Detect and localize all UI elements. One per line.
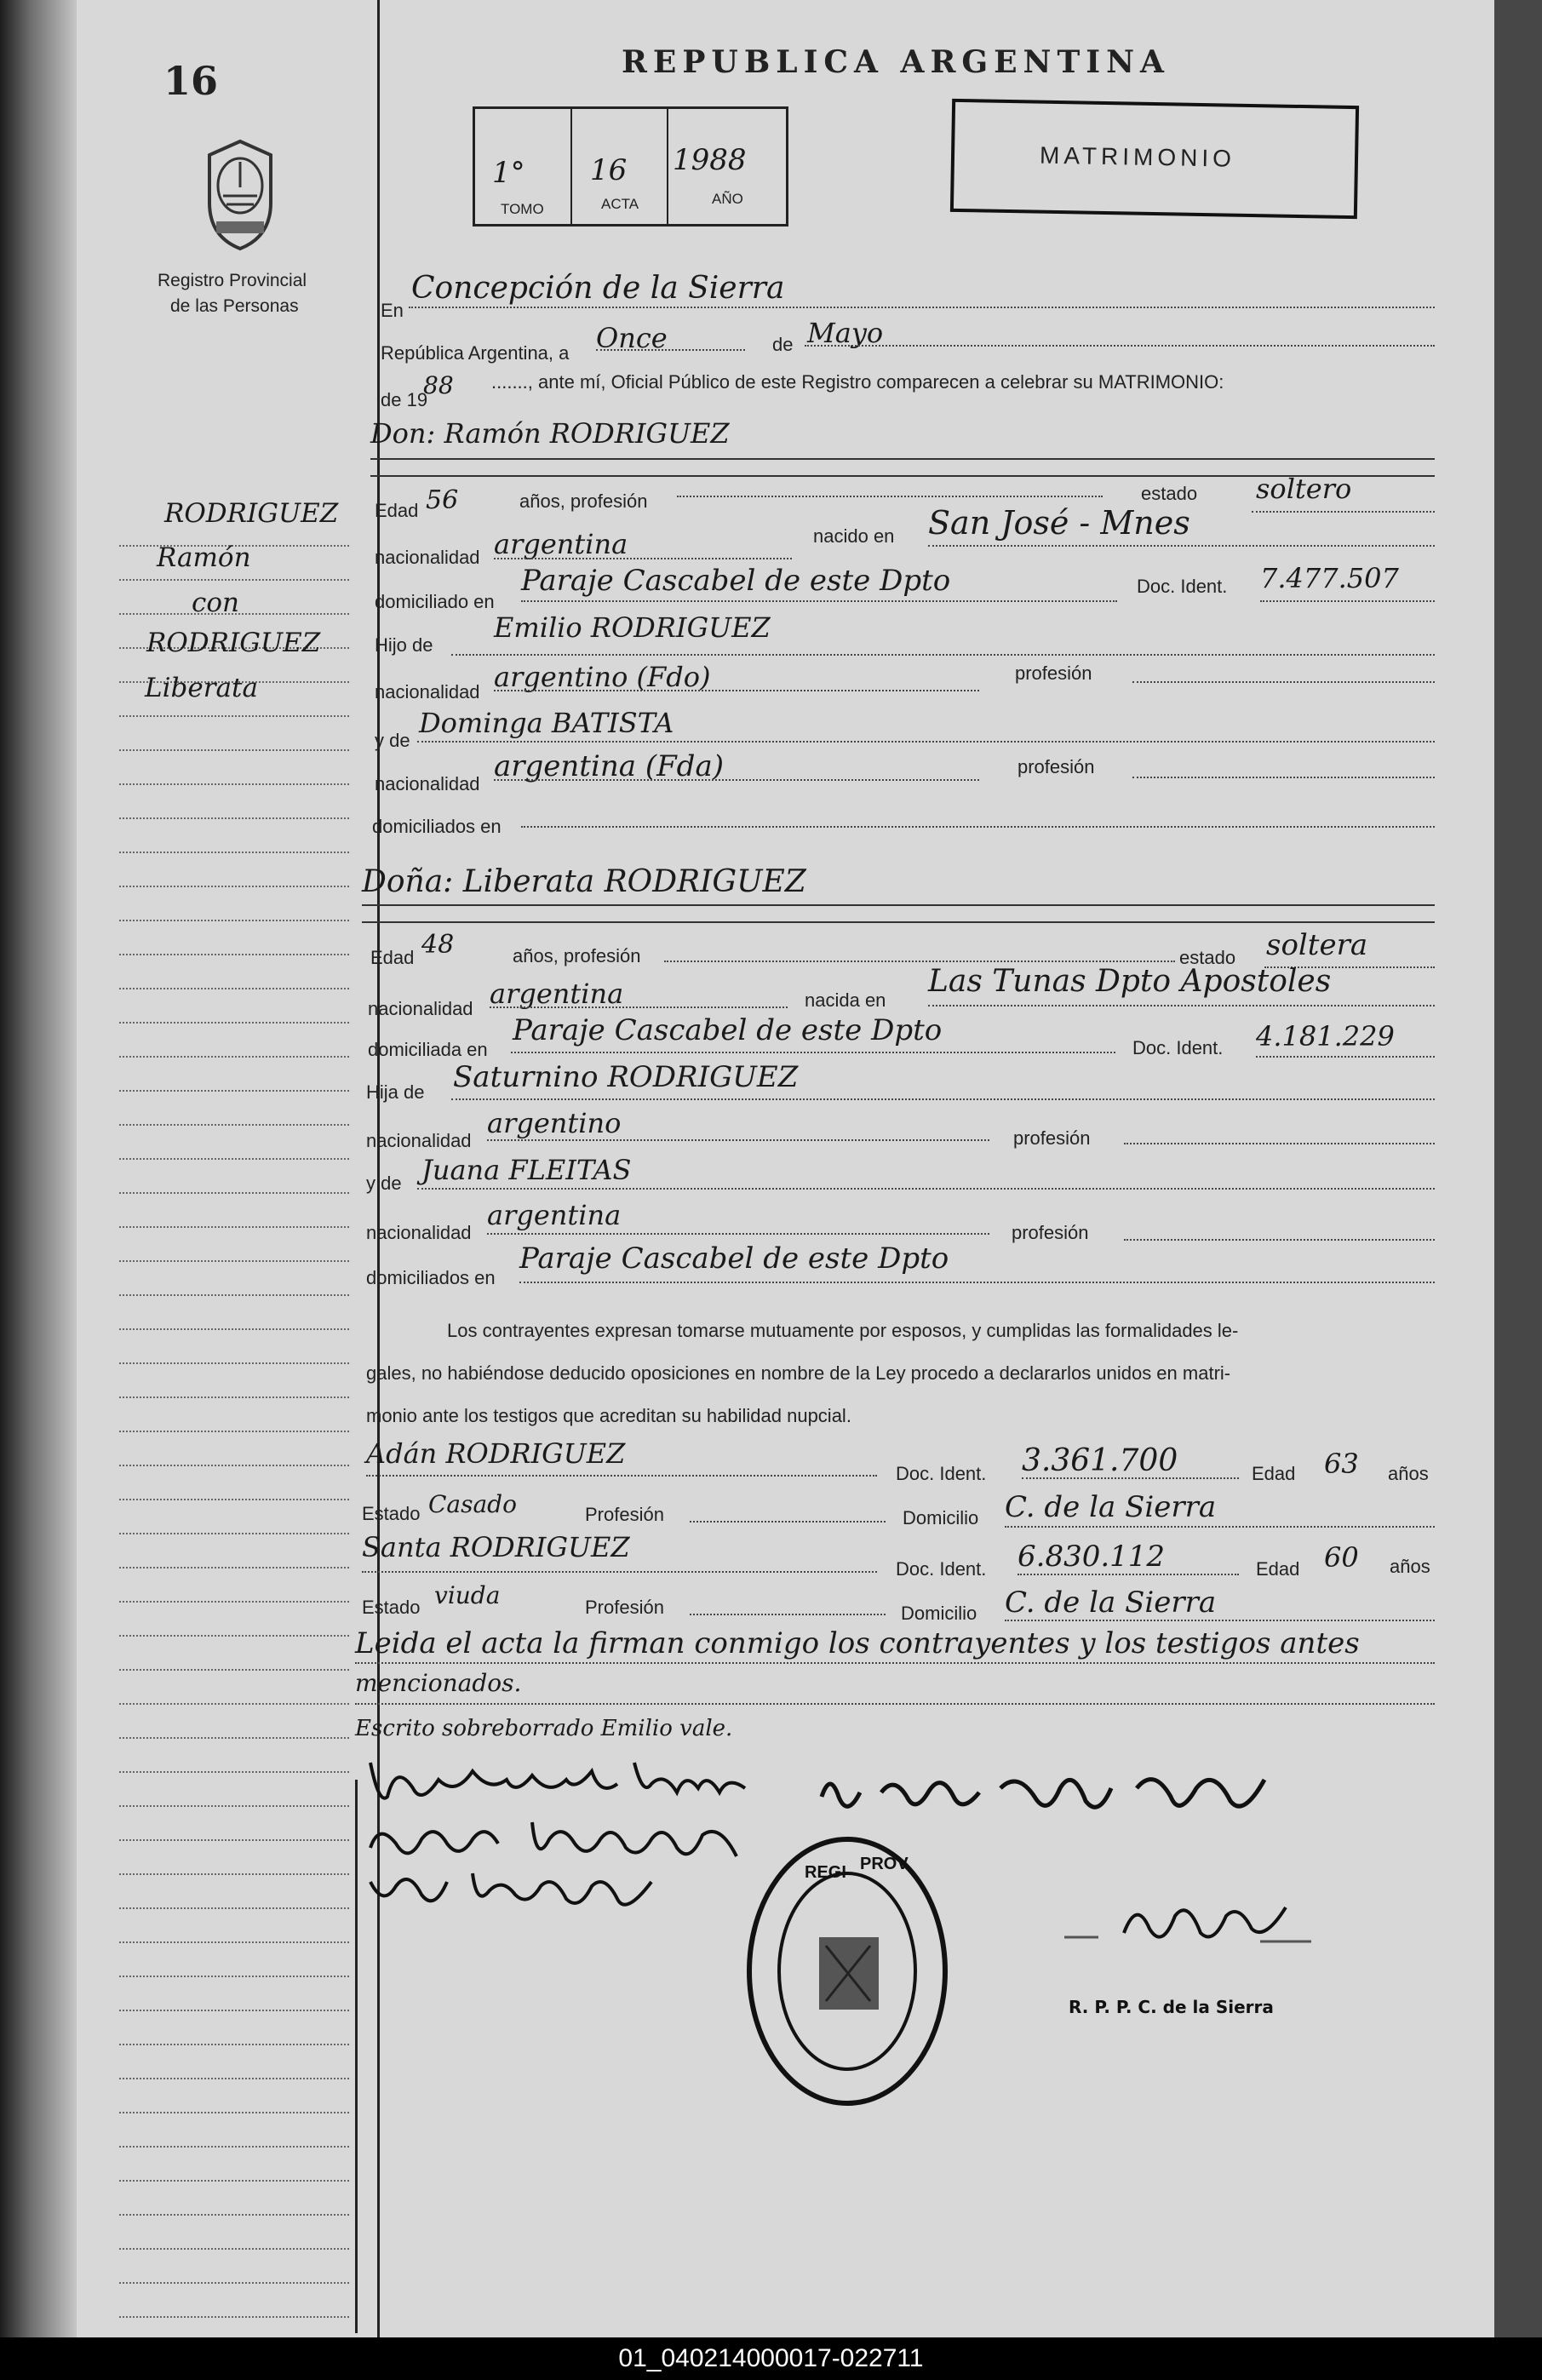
witness1-domicile: C. de la Sierra [1005,1490,1217,1524]
groom-estado: soltero [1256,473,1352,505]
witness2-domicile: C. de la Sierra [1005,1586,1217,1620]
official-stamp-text: R. P. P. C. de la Sierra [1069,1997,1274,2017]
groom-son-of-label: Hijo de [375,634,433,656]
witness2-signature [362,1856,685,1924]
groom-mother: Dominga BATISTA [419,707,674,739]
bride-parents-domicile: Paraje Cascabel de este Dpto [519,1242,949,1276]
bride-father-prof-label: profesión [1013,1127,1091,1149]
witness1-doc: 3.361.700 [1022,1443,1178,1478]
volume-box [473,106,788,227]
en-label: En [381,300,404,321]
groom-born: San José - Mnes [928,504,1190,542]
witness1-years-label: años [1388,1463,1429,1484]
bride-years-label: años, profesión [513,945,641,966]
bride-nationality-label: nacionalidad [368,998,473,1019]
groom-mother-prof-label: profesión [1017,756,1095,777]
groom-age: 56 [426,485,459,515]
witness1-domicile-label: Domicilio [903,1507,979,1528]
closing-line1: Leida el acta la firman conmigo los contrayentes y los testigos antes [355,1626,1360,1660]
witness1-name: Adán RODRIGUEZ [366,1437,626,1470]
bride-mother-nat: argentina [487,1199,622,1231]
groom-father-nat-label: nacionalidad [375,681,480,703]
month-label: de [772,334,794,355]
groom-years-label: años, profesión [519,490,648,512]
statement-line1: Los contrayentes expresan tomarse mutuamente por esposos, y cumplidas las formalidades le- [447,1320,1239,1341]
bride-estado-label: estado [1179,947,1236,968]
statement-line2: gales, no habiéndose deducido oposiciones en nombre de la Ley procedo a declararlos unidos en matri- [366,1362,1231,1384]
official-signature [1039,1890,1320,1958]
bride-age-label: Edad [370,947,415,968]
margin-groom-surname: RODRIGUEZ [164,498,339,529]
groom-mother-nat: argentina (Fda) [494,749,724,783]
groom-mother-nat-label: nacionalidad [375,773,480,794]
witness2-name: Santa RODRIGUEZ [362,1531,630,1563]
groom-father-prof-label: profesión [1015,662,1092,684]
witness1-age: 63 [1324,1448,1359,1480]
witness2-age: 60 [1324,1541,1359,1574]
witness1-age-label: Edad [1252,1463,1296,1484]
day-value: Once [596,322,668,354]
bride-signature [813,1754,1290,1831]
intro-text: ......., ante mí, Oficial Público de este Registro comparecen a celebrar su MATRIMONIO: [491,371,1224,393]
margin-groom-first: Ramón [157,542,251,573]
ano-value: 1988 [673,143,747,177]
groom-doc: 7.477.507 [1260,562,1399,594]
witness1-estado-label: Estado [362,1503,421,1524]
bride-mother-prof-label: profesión [1012,1222,1089,1243]
bride-doc-label: Doc. Ident. [1132,1037,1224,1058]
groom-father-nat: argentino (Fdo) [494,661,711,693]
document-type-box [950,99,1359,219]
witness2-estado: viuda [434,1581,501,1609]
bride-doc: 4.181.229 [1256,1020,1395,1052]
svg-text:REGI: REGI [805,1863,846,1882]
image-id-footer [0,2337,1542,2380]
bride-born: Las Tunas Dpto Apostoles [928,964,1332,999]
groom-estado-label: estado [1141,483,1198,504]
registry-stamp-icon [741,1831,954,2112]
bride-domicile: Paraje Cascabel de este Dpto [513,1013,943,1047]
bride-father-nat-label: nacionalidad [366,1130,472,1151]
witness2-doc: 6.830.112 [1017,1540,1166,1574]
margin-rule [377,0,380,2337]
groom-nationality-label: nacionalidad [375,547,480,568]
bride-name: Doña: Liberata RODRIGUEZ [362,864,806,899]
provincial-seal-icon [198,136,283,255]
month-value: Mayo [807,317,884,349]
witness2-doc-label: Doc. Ident. [896,1558,987,1580]
groom-name: Don: Ramón RODRIGUEZ [370,417,730,450]
groom-father: Emilio RODRIGUEZ [494,611,771,644]
place-value: Concepción de la Sierra [411,271,785,306]
bride-and-of-label: y de [366,1173,402,1194]
tomo-value: 1° [492,156,525,190]
erasure-note: Escrito sobreborrado Emilio vale. [355,1716,733,1741]
country-title: REPUBLICA ARGENTINA [622,44,1170,80]
republic-label: República Argentina, a [381,342,570,364]
groom-nationality: argentina [494,528,628,560]
bride-estado: soltera [1266,928,1368,962]
margin-rule-lower [355,1780,358,2333]
margin-bride-first: Liberata [145,673,258,703]
groom-born-label: nacido en [813,525,895,547]
groom-age-label: Edad [375,500,419,521]
page-binding [0,0,77,2337]
image-id: 01_040214000017-022711 [618,2344,924,2372]
bride-parents-domicile-label: domiciliados en [366,1267,496,1288]
groom-doc-label: Doc. Ident. [1137,576,1228,597]
document-type: MATRIMONIO [1039,141,1236,172]
margin-con: con [192,588,239,618]
bride-born-label: nacida en [805,989,886,1011]
bride-domicile-label: domiciliada en [368,1039,488,1060]
bride-father: Saturnino RODRIGUEZ [453,1060,799,1094]
bride-mother-nat-label: nacionalidad [366,1222,472,1243]
witness2-estado-label: Estado [362,1597,421,1618]
closing-line2: mencionados. [355,1669,522,1697]
registry-label-line1: Registro Provincial [158,271,307,290]
witness2-prof-label: Profesión [585,1597,664,1618]
tomo-label: TOMO [501,201,544,217]
witness2-age-label: Edad [1256,1558,1300,1580]
bride-nationality: argentina [490,978,624,1010]
witness1-prof-label: Profesión [585,1504,664,1525]
registry-label-line2: de las Personas [170,296,299,316]
adjacent-page-edge [1494,0,1542,2337]
groom-parents-domicile-label: domiciliados en [372,816,502,837]
acta-value: 16 [590,153,628,187]
witness2-domicile-label: Domicilio [901,1603,977,1624]
statement-line3: monio ante los testigos que acreditan su habilidad nupcial. [366,1405,851,1426]
year-label: de 19 [381,389,428,410]
groom-domicile-label: domiciliado en [375,591,495,612]
acta-label: ACTA [601,196,639,212]
witness2-years-label: años [1390,1556,1430,1577]
page-number: 16 [163,58,219,104]
bride-age: 48 [421,930,455,960]
ano-label: AÑO [712,191,743,207]
witness1-doc-label: Doc. Ident. [896,1463,987,1484]
groom-and-of-label: y de [375,730,410,751]
bride-mother: Juana FLEITAS [421,1154,632,1186]
margin-bride-surname: RODRIGUEZ [146,628,321,658]
svg-text:PROV: PROV [860,1855,909,1873]
bride-father-nat: argentino [487,1107,622,1139]
bride-daughter-of-label: Hija de [366,1081,425,1103]
witness1-estado: Casado [428,1490,517,1518]
groom-domicile: Paraje Cascabel de este Dpto [521,564,951,598]
year-value: 88 [423,371,454,399]
